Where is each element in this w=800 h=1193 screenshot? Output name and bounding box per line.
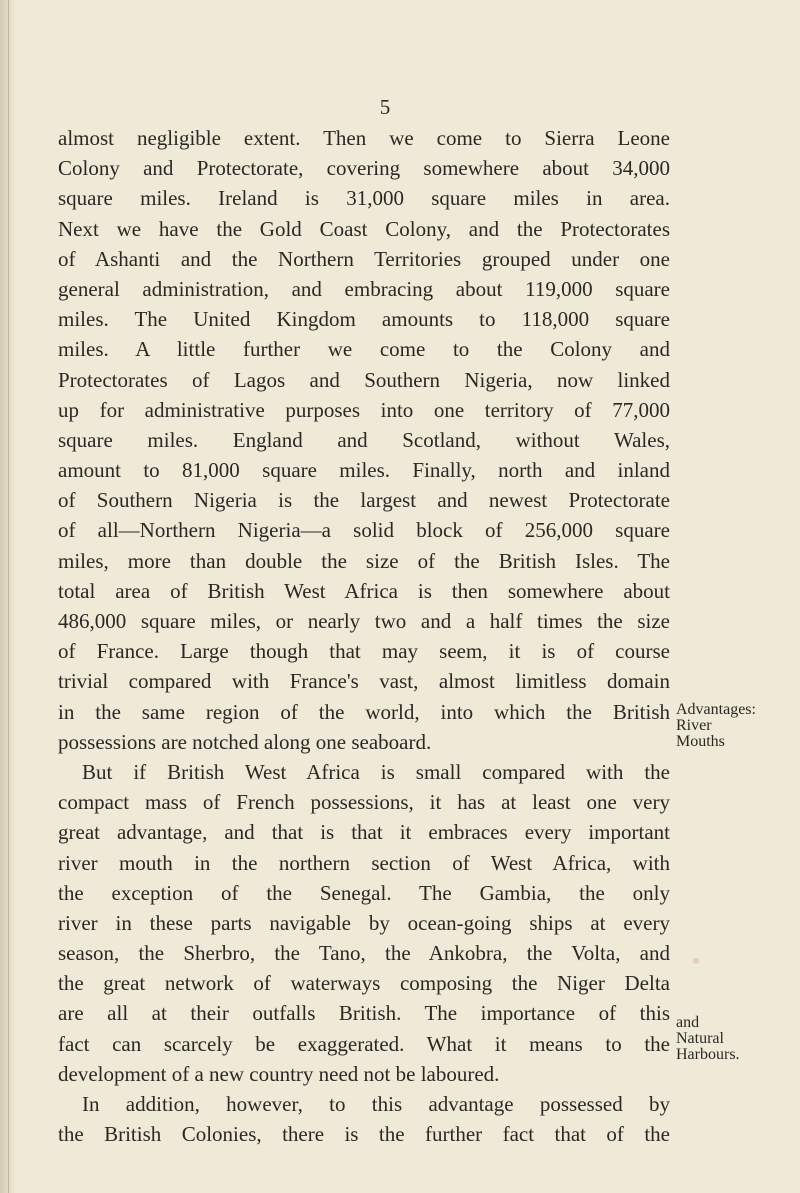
text-line: great advantage, and that is that it embraces every important xyxy=(58,820,670,845)
sidenote-harbours xyxy=(676,1015,740,1063)
text-line: the British Colonies, there is the further fact that of the xyxy=(58,1122,670,1147)
text-line: of all—Northern Nigeria—a solid block of 256,000 square xyxy=(58,518,670,543)
text-line: miles. A little further we come to the Colony and xyxy=(58,337,670,362)
text-line: season, the Sherbro, the Tano, the Ankobra, the Volta, and xyxy=(58,941,670,966)
text-line: river mouth in the northern section of West Africa, with xyxy=(58,850,670,875)
text-line: river in these parts navigable by ocean-going ships at every xyxy=(58,910,670,935)
text-line: the great network of waterways composing the Niger Delta xyxy=(58,971,670,996)
body-text xyxy=(58,123,670,1149)
sidenote-line: Harbours. xyxy=(676,1046,740,1063)
sidenote-line: Mouths xyxy=(676,733,725,750)
sidenote-line: and xyxy=(676,1014,700,1031)
page-number: 5 xyxy=(379,95,391,119)
text-line: Protectorates of Lagos and Southern Nigeria, now linked xyxy=(58,367,670,392)
text-line: compact mass of French possessions, it has at least one very xyxy=(58,790,670,815)
text-line: the exception of the Senegal. The Gambia, the only xyxy=(58,880,670,905)
paper-speck xyxy=(693,958,699,964)
text-line: 486,000 square miles, or nearly two and a half times the size xyxy=(58,609,670,633)
text-line: square miles. England and Scotland, without Wales, xyxy=(58,427,670,452)
text-line: total area of British West Africa is then somewhere about xyxy=(58,578,670,603)
page-edge-line xyxy=(8,0,9,1193)
text-line: In addition, however, to this advantage possessed by xyxy=(82,1092,670,1116)
sidenote-advantages xyxy=(676,702,756,750)
text-line: fact can scarcely be exaggerated. What it means to the xyxy=(58,1031,670,1056)
text-line: development of a new country need not be laboured. xyxy=(58,1061,500,1086)
text-line: amount to 81,000 square miles. Finally, north and inland xyxy=(58,458,670,483)
text-line: But if British West Africa is small compared with the xyxy=(82,759,670,784)
text-line: miles, more than double the size of the British Isles. The xyxy=(58,548,670,573)
text-line: of Ashanti and the Northern Territories grouped under one xyxy=(58,246,670,271)
text-line: of France. Large though that may seem, it is of course xyxy=(58,639,670,664)
text-line: miles. The United Kingdom amounts to 118,000 square xyxy=(58,307,670,332)
text-line: square miles. Ireland is 31,000 square miles in area. xyxy=(58,186,670,211)
text-line: are all at their outfalls British. The importance of this xyxy=(58,1001,670,1026)
sidenote-line: Advantages: xyxy=(676,701,756,718)
text-line: general administration, and embracing about 119,000 square xyxy=(58,276,670,301)
text-line: Colony and Protectorate, covering somewhere about 34,000 xyxy=(58,156,670,181)
text-line: Next we have the Gold Coast Colony, and the Protectorates xyxy=(58,216,670,241)
text-line: almost negligible extent. Then we come to Sierra Leone xyxy=(58,126,670,150)
text-line: in the same region of the world, into which the British xyxy=(58,699,670,724)
text-line: possessions are notched along one seaboard. xyxy=(58,729,432,754)
sidenote-line: Natural xyxy=(676,1030,724,1047)
text-line: up for administrative purposes into one territory of 77,000 xyxy=(58,397,670,422)
text-line: of Southern Nigeria is the largest and newest Protectorate xyxy=(58,488,670,513)
text-line: trivial compared with France's vast, almost limitless domain xyxy=(58,669,670,694)
sidenote-line: River xyxy=(676,717,712,734)
